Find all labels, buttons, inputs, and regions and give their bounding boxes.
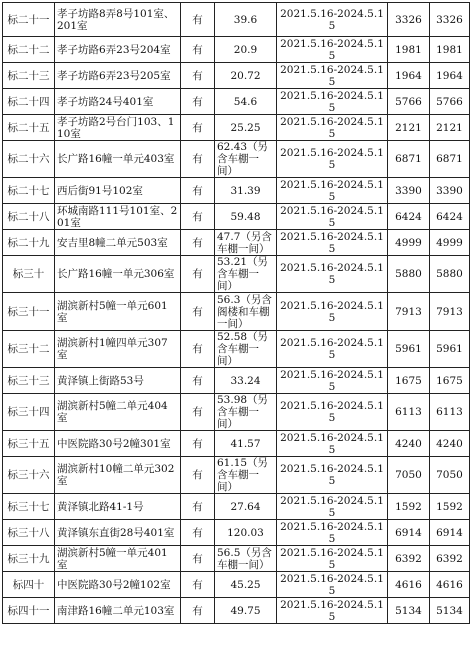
price-cell: 1675 xyxy=(388,368,430,394)
table-row xyxy=(3,457,470,494)
price-cell: 3326 xyxy=(388,3,430,37)
availability-cell: 有 xyxy=(181,141,215,178)
area-cell: 59.48 xyxy=(215,204,277,230)
reserve-price-cell: 4999 xyxy=(430,230,470,256)
price-cell: 5134 xyxy=(388,598,430,624)
availability-cell: 有 xyxy=(181,394,215,431)
lot-number-cell: 标三十五 xyxy=(3,431,55,457)
availability-cell: 有 xyxy=(181,230,215,256)
address-cell: 长广路16幢一单元306室 xyxy=(55,256,181,293)
table-row xyxy=(3,293,470,331)
address-cell: 黄泽镇上街路53号 xyxy=(55,368,181,394)
address-cell: 黄泽镇东直街28号401室 xyxy=(55,520,181,546)
lease-period-cell: 2021.5.16-2024.5.15 xyxy=(277,63,388,89)
price-cell: 7050 xyxy=(388,457,430,494)
area-cell: 53.21（另含车棚一间） xyxy=(215,256,277,293)
area-cell: 39.6 xyxy=(215,3,277,37)
area-cell: 120.03 xyxy=(215,520,277,546)
lease-period-cell: 2021.5.16-2024.5.15 xyxy=(277,598,388,624)
lease-period-cell: 2021.5.16-2024.5.15 xyxy=(277,457,388,494)
price-cell: 4616 xyxy=(388,572,430,598)
availability-cell: 有 xyxy=(181,204,215,230)
table-row xyxy=(3,431,470,457)
reserve-price-cell: 2121 xyxy=(430,115,470,141)
table-row xyxy=(3,141,470,178)
table-row xyxy=(3,115,470,141)
lease-period-cell: 2021.5.16-2024.5.15 xyxy=(277,293,388,331)
lot-number-cell: 标二十三 xyxy=(3,63,55,89)
area-cell: 20.72 xyxy=(215,63,277,89)
availability-cell: 有 xyxy=(181,293,215,331)
price-cell: 1981 xyxy=(388,37,430,63)
table-row xyxy=(3,204,470,230)
availability-cell: 有 xyxy=(181,178,215,204)
table-row xyxy=(3,230,470,256)
table-row xyxy=(3,3,470,37)
price-cell: 6424 xyxy=(388,204,430,230)
table-row xyxy=(3,178,470,204)
price-cell: 4999 xyxy=(388,230,430,256)
price-cell: 6871 xyxy=(388,141,430,178)
address-cell: 孝子坊路2号台门103、110室 xyxy=(55,115,181,141)
lease-period-cell: 2021.5.16-2024.5.15 xyxy=(277,546,388,572)
price-cell: 5961 xyxy=(388,331,430,368)
reserve-price-cell: 1675 xyxy=(430,368,470,394)
area-cell: 54.6 xyxy=(215,89,277,115)
area-cell: 53.98（另含车棚一间） xyxy=(215,394,277,431)
address-cell: 环城南路111号101室、201室 xyxy=(55,204,181,230)
lot-number-cell: 标二十二 xyxy=(3,37,55,63)
reserve-price-cell: 1964 xyxy=(430,63,470,89)
availability-cell: 有 xyxy=(181,546,215,572)
price-cell: 5880 xyxy=(388,256,430,293)
lot-number-cell: 标二十一 xyxy=(3,3,55,37)
table-row xyxy=(3,63,470,89)
reserve-price-cell: 1981 xyxy=(430,37,470,63)
reserve-price-cell: 5961 xyxy=(430,331,470,368)
lot-number-cell: 标二十五 xyxy=(3,115,55,141)
address-cell: 湖滨新村10幢二单元302室 xyxy=(55,457,181,494)
area-cell: 27.64 xyxy=(215,494,277,520)
lease-period-cell: 2021.5.16-2024.5.15 xyxy=(277,256,388,293)
reserve-price-cell: 7913 xyxy=(430,293,470,331)
availability-cell: 有 xyxy=(181,494,215,520)
listing-table-body xyxy=(3,3,470,624)
lot-number-cell: 标二十九 xyxy=(3,230,55,256)
area-cell: 31.39 xyxy=(215,178,277,204)
table-row xyxy=(3,572,470,598)
price-cell: 5766 xyxy=(388,89,430,115)
lot-number-cell: 标三十 xyxy=(3,256,55,293)
address-cell: 孝子坊路6弄23号205室 xyxy=(55,63,181,89)
area-cell: 62.43（另含车棚一间） xyxy=(215,141,277,178)
availability-cell: 有 xyxy=(181,431,215,457)
lot-number-cell: 标三十七 xyxy=(3,494,55,520)
reserve-price-cell: 6113 xyxy=(430,394,470,431)
lease-period-cell: 2021.5.16-2024.5.15 xyxy=(277,520,388,546)
lot-number-cell: 标四十一 xyxy=(3,598,55,624)
lot-number-cell: 标三十四 xyxy=(3,394,55,431)
price-cell: 1592 xyxy=(388,494,430,520)
table-row xyxy=(3,37,470,63)
table-row xyxy=(3,494,470,520)
lot-number-cell: 标三十八 xyxy=(3,520,55,546)
lot-number-cell: 标二十四 xyxy=(3,89,55,115)
lot-number-cell: 标三十二 xyxy=(3,331,55,368)
address-cell: 孝子坊路24号401室 xyxy=(55,89,181,115)
price-cell: 6392 xyxy=(388,546,430,572)
price-cell: 6914 xyxy=(388,520,430,546)
availability-cell: 有 xyxy=(181,3,215,37)
lease-period-cell: 2021.5.16-2024.5.15 xyxy=(277,89,388,115)
table-row xyxy=(3,256,470,293)
address-cell: 孝子坊路6弄23号204室 xyxy=(55,37,181,63)
availability-cell: 有 xyxy=(181,63,215,89)
price-cell: 3390 xyxy=(388,178,430,204)
lease-period-cell: 2021.5.16-2024.5.15 xyxy=(277,230,388,256)
table-row xyxy=(3,331,470,368)
price-cell: 1964 xyxy=(388,63,430,89)
reserve-price-cell: 6914 xyxy=(430,520,470,546)
address-cell: 湖滨新村5幢二单元404室 xyxy=(55,394,181,431)
address-cell: 湖滨新村1幢四单元307室 xyxy=(55,331,181,368)
area-cell: 56.5（另含车棚一间） xyxy=(215,546,277,572)
area-cell: 41.57 xyxy=(215,431,277,457)
area-cell: 47.7（另含车棚一间） xyxy=(215,230,277,256)
address-cell: 安吉里8幢二单元503室 xyxy=(55,230,181,256)
reserve-price-cell: 7050 xyxy=(430,457,470,494)
lease-period-cell: 2021.5.16-2024.5.15 xyxy=(277,494,388,520)
address-cell: 黄泽镇北路41-1号 xyxy=(55,494,181,520)
area-cell: 45.25 xyxy=(215,572,277,598)
lot-number-cell: 标三十一 xyxy=(3,293,55,331)
lot-number-cell: 标三十三 xyxy=(3,368,55,394)
reserve-price-cell: 3390 xyxy=(430,178,470,204)
lease-period-cell: 2021.5.16-2024.5.15 xyxy=(277,141,388,178)
table-row xyxy=(3,520,470,546)
address-cell: 湖滨新村5幢一单元601室 xyxy=(55,293,181,331)
price-cell: 4240 xyxy=(388,431,430,457)
reserve-price-cell: 4240 xyxy=(430,431,470,457)
area-cell: 61.15（另含车棚一间） xyxy=(215,457,277,494)
reserve-price-cell: 3326 xyxy=(430,3,470,37)
lot-number-cell: 标四十 xyxy=(3,572,55,598)
area-cell: 52.58（另含车棚一间） xyxy=(215,331,277,368)
area-cell: 25.25 xyxy=(215,115,277,141)
area-cell: 33.24 xyxy=(215,368,277,394)
availability-cell: 有 xyxy=(181,256,215,293)
lot-number-cell: 标三十九 xyxy=(3,546,55,572)
address-cell: 西后街91号102室 xyxy=(55,178,181,204)
reserve-price-cell: 5134 xyxy=(430,598,470,624)
lease-period-cell: 2021.5.16-2024.5.15 xyxy=(277,3,388,37)
table-row xyxy=(3,394,470,431)
address-cell: 中医院路30号2幢102室 xyxy=(55,572,181,598)
price-cell: 2121 xyxy=(388,115,430,141)
area-cell: 56.3（另含阁楼和车棚一间） xyxy=(215,293,277,331)
area-cell: 20.9 xyxy=(215,37,277,63)
reserve-price-cell: 6871 xyxy=(430,141,470,178)
reserve-price-cell: 5766 xyxy=(430,89,470,115)
listing-table xyxy=(2,2,470,624)
lease-period-cell: 2021.5.16-2024.5.15 xyxy=(277,204,388,230)
lot-number-cell: 标二十七 xyxy=(3,178,55,204)
table-row xyxy=(3,546,470,572)
reserve-price-cell: 1592 xyxy=(430,494,470,520)
lot-number-cell: 标三十六 xyxy=(3,457,55,494)
availability-cell: 有 xyxy=(181,115,215,141)
reserve-price-cell: 6424 xyxy=(430,204,470,230)
area-cell: 49.75 xyxy=(215,598,277,624)
price-cell: 6113 xyxy=(388,394,430,431)
availability-cell: 有 xyxy=(181,520,215,546)
lease-period-cell: 2021.5.16-2024.5.15 xyxy=(277,368,388,394)
availability-cell: 有 xyxy=(181,598,215,624)
table-row xyxy=(3,368,470,394)
address-cell: 中医院路30号2幢301室 xyxy=(55,431,181,457)
availability-cell: 有 xyxy=(181,457,215,494)
table-row xyxy=(3,598,470,624)
address-cell: 孝子坊路8弄8号101室、201室 xyxy=(55,3,181,37)
lease-period-cell: 2021.5.16-2024.5.15 xyxy=(277,431,388,457)
lease-period-cell: 2021.5.16-2024.5.15 xyxy=(277,572,388,598)
availability-cell: 有 xyxy=(181,368,215,394)
lease-period-cell: 2021.5.16-2024.5.15 xyxy=(277,115,388,141)
availability-cell: 有 xyxy=(181,89,215,115)
lot-number-cell: 标二十六 xyxy=(3,141,55,178)
address-cell: 湖滨新村5幢一单元401室 xyxy=(55,546,181,572)
lease-period-cell: 2021.5.16-2024.5.15 xyxy=(277,394,388,431)
reserve-price-cell: 4616 xyxy=(430,572,470,598)
lease-period-cell: 2021.5.16-2024.5.15 xyxy=(277,331,388,368)
address-cell: 长广路16幢一单元403室 xyxy=(55,141,181,178)
availability-cell: 有 xyxy=(181,37,215,63)
reserve-price-cell: 6392 xyxy=(430,546,470,572)
lot-number-cell: 标二十八 xyxy=(3,204,55,230)
price-cell: 7913 xyxy=(388,293,430,331)
lease-period-cell: 2021.5.16-2024.5.15 xyxy=(277,37,388,63)
table-row xyxy=(3,89,470,115)
availability-cell: 有 xyxy=(181,331,215,368)
lease-period-cell: 2021.5.16-2024.5.15 xyxy=(277,178,388,204)
reserve-price-cell: 5880 xyxy=(430,256,470,293)
address-cell: 南津路16幢二单元103室 xyxy=(55,598,181,624)
availability-cell: 有 xyxy=(181,572,215,598)
